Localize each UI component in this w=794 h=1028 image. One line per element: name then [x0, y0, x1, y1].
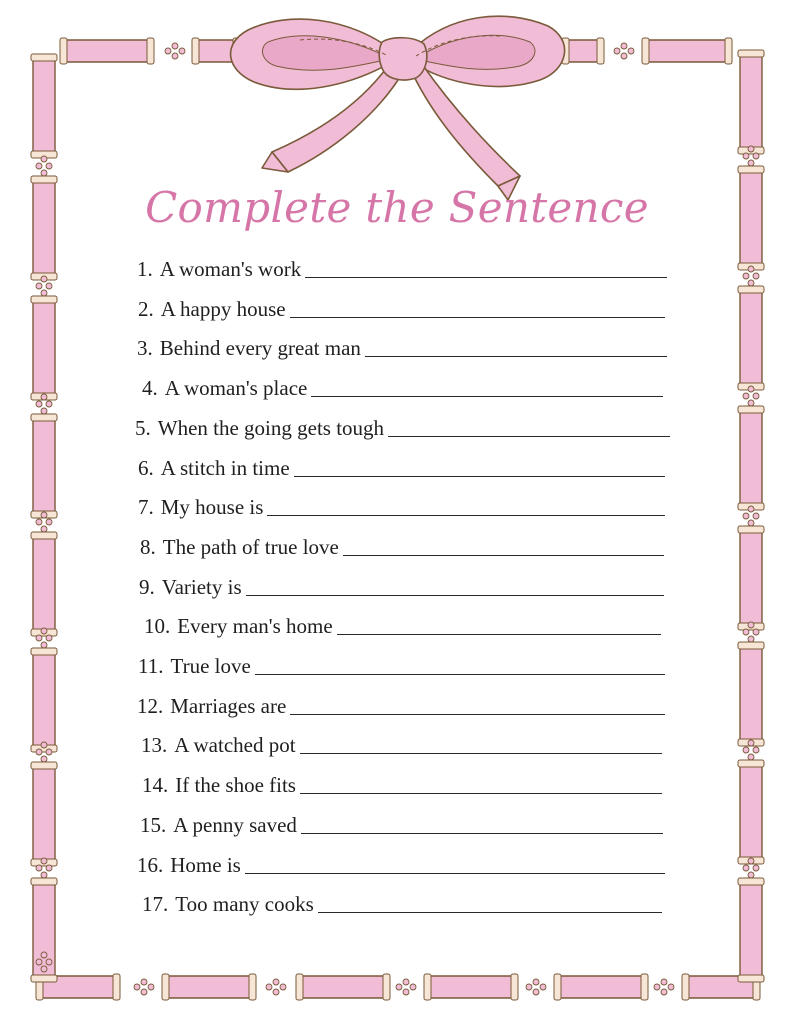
answer-blank[interactable]	[365, 336, 667, 357]
answer-blank[interactable]	[290, 297, 665, 318]
answer-blank[interactable]	[294, 456, 665, 477]
ribbon-segment	[740, 530, 762, 626]
sentence-item	[142, 768, 662, 798]
knot-ornament	[526, 979, 546, 995]
ribbon-segment	[166, 976, 252, 998]
item-prompt: Variety is	[161, 574, 242, 599]
answer-blank[interactable]	[245, 853, 665, 874]
item-prompt: Home is	[170, 852, 241, 877]
item-number: 11.	[138, 654, 164, 678]
item-number: 10.	[144, 614, 171, 639]
item-prompt: Behind every great man	[159, 336, 361, 361]
sentence-item	[140, 530, 664, 560]
sentence-item	[142, 371, 663, 401]
item-number: 5.	[135, 415, 151, 440]
answer-blank[interactable]	[337, 614, 661, 635]
item-prompt: My house is	[160, 495, 264, 520]
ribbon-segment	[428, 976, 514, 998]
item-prompt: Every man's home	[177, 614, 333, 639]
item-prompt: If the shoe fits	[175, 773, 296, 798]
answer-blank[interactable]	[343, 535, 664, 556]
item-number: 14.	[142, 773, 169, 798]
item-prompt: True love	[170, 654, 251, 678]
item-prompt: When the going gets tough	[157, 415, 385, 440]
sentence-item	[137, 331, 667, 361]
sentence-item	[138, 292, 665, 322]
knot-ornament	[266, 979, 286, 995]
answer-blank[interactable]	[290, 694, 665, 715]
item-number: 4.	[142, 376, 158, 401]
item-prompt: A happy house	[160, 296, 286, 321]
answer-blank[interactable]	[300, 733, 662, 754]
ribbon-segment	[33, 766, 55, 862]
ribbon-segment	[300, 976, 386, 998]
item-number: 1.	[137, 257, 153, 281]
sentence-item	[141, 728, 662, 758]
item-number: 12.	[137, 693, 164, 718]
knot-ornament	[134, 979, 154, 995]
sentence-item	[137, 848, 665, 878]
answer-blank[interactable]	[318, 892, 662, 913]
answer-blank[interactable]	[311, 376, 663, 397]
item-prompt: The path of true love	[162, 534, 339, 559]
item-number: 9.	[139, 574, 155, 599]
page-title: Complete the Sentence	[145, 183, 649, 232]
item-number: 6.	[138, 455, 154, 480]
item-prompt: Too many cooks	[175, 892, 314, 917]
item-number: 16.	[137, 852, 164, 877]
ribbon-segment	[33, 418, 55, 514]
sentence-item	[138, 490, 665, 520]
knot-ornament	[654, 979, 674, 995]
item-number: 8.	[140, 534, 156, 559]
ribbon-segment	[558, 976, 644, 998]
sentence-item	[139, 570, 664, 600]
knot-ornament	[396, 979, 416, 995]
item-prompt: A woman's place	[164, 376, 308, 401]
sentence-item	[140, 808, 663, 838]
ribbon-segment	[33, 652, 55, 748]
ribbon-segment	[740, 646, 762, 742]
sentence-item	[138, 649, 665, 679]
item-number: 3.	[137, 336, 153, 361]
ribbon-segment	[740, 290, 762, 386]
sentence-item	[138, 451, 665, 481]
ribbon-segment	[740, 764, 762, 860]
sentence-item	[135, 411, 670, 441]
ribbon-segment	[33, 300, 55, 396]
item-prompt: A watched pot	[174, 733, 296, 758]
answer-blank[interactable]	[246, 575, 664, 596]
sentence-item	[142, 887, 662, 917]
ribbon-segment	[740, 410, 762, 506]
answer-blank[interactable]	[301, 813, 663, 834]
answer-blank[interactable]	[388, 416, 670, 437]
item-prompt: A woman's work	[159, 257, 302, 281]
ribbon-segment	[740, 882, 762, 978]
item-prompt: A penny saved	[173, 812, 297, 837]
item-prompt: A stitch in time	[160, 455, 290, 480]
sentence-item	[144, 609, 661, 639]
answer-blank[interactable]	[255, 654, 665, 675]
answer-blank[interactable]	[300, 773, 662, 794]
answer-blank[interactable]	[305, 257, 667, 278]
item-number: 7.	[138, 495, 154, 520]
ribbon-segment	[33, 536, 55, 632]
sentence-item	[137, 252, 667, 282]
answer-blank[interactable]	[267, 495, 665, 516]
sentence-item	[137, 689, 665, 719]
item-prompt: Marriages are	[170, 693, 287, 718]
bow-decoration	[0, 0, 794, 210]
item-number: 17.	[142, 892, 169, 917]
item-number: 2.	[138, 296, 154, 321]
item-number: 13.	[141, 733, 168, 758]
item-number: 15.	[140, 812, 167, 837]
